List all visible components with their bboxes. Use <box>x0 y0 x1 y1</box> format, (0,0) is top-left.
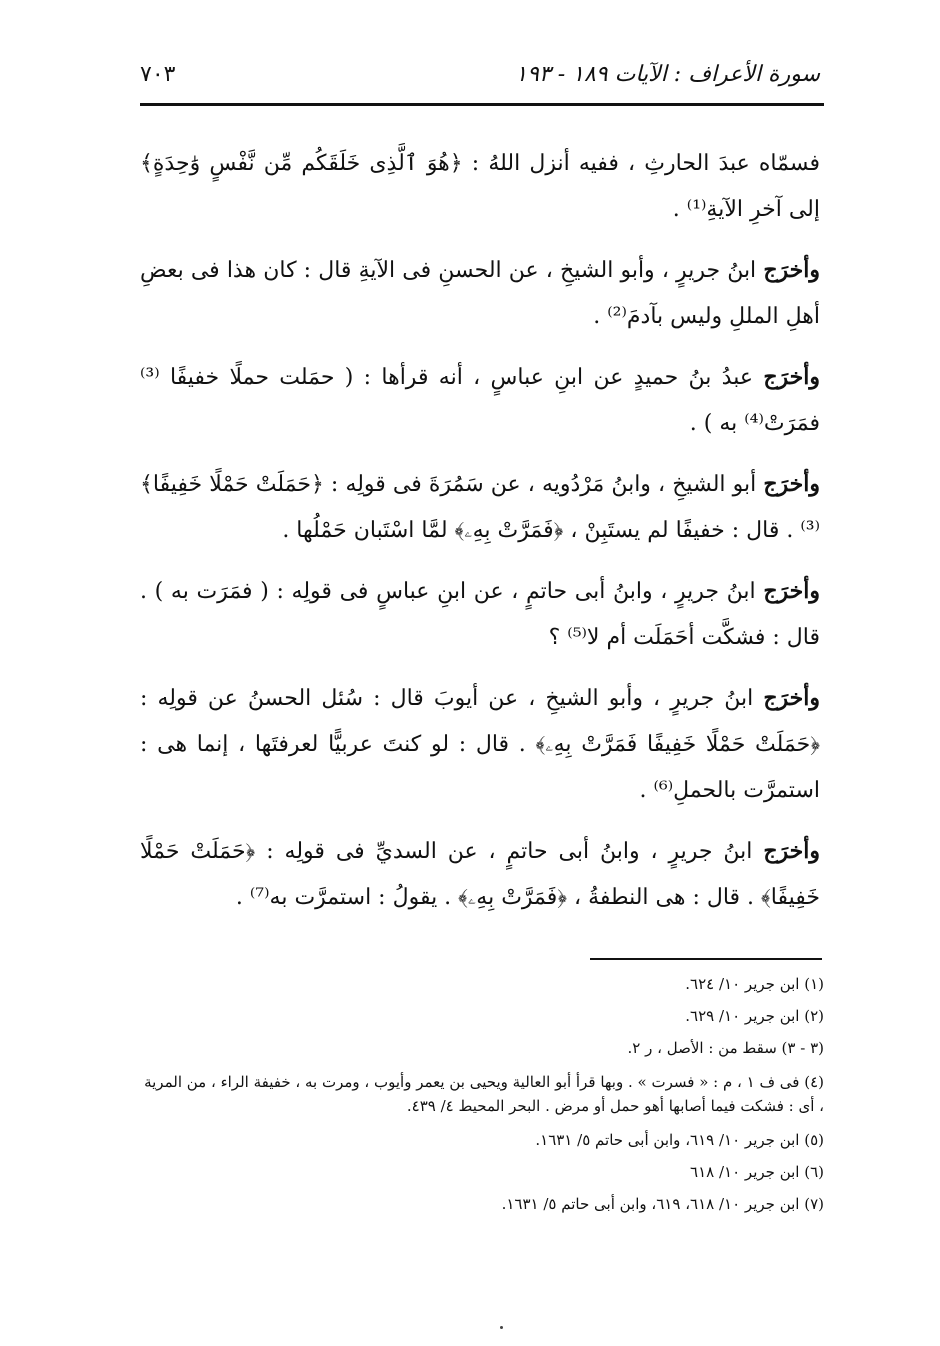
header-rule <box>140 103 824 106</box>
footnote: (٣ - ٣) سقط من : الأصل ، ر ٢. <box>627 1039 824 1057</box>
paragraph-lead: وأخرَج <box>763 838 820 864</box>
paragraph <box>140 247 820 340</box>
footnote: (٥) ابن جرير ١٠/ ٦١٩، وابن أبى حاتم ٥/ ١٦٣١. <box>535 1131 824 1149</box>
paragraph-text: ابنُ جريرٍ ، وأبو الشيخِ ، عن الحسنِ فى الآيةِ قال : كان هذا فى بعضِ أهلِ المللِ وليس بآدمَ⁽²⁾ . <box>140 258 820 329</box>
footnotes <box>140 968 824 1220</box>
paragraph-text: ابنُ جريرٍ ، وابنُ أبى حاتمٍ ، عن السديِّ فى قولِه : ﴿حَمَلَتْ حَمْلًا خَفِيفًا﴾ . قال : هى النطفةُ ، ﴿فَمَرَّتْ بِهِۦ﴾ . يقولُ : استمرَّت به⁽⁷⁾ . <box>140 839 820 910</box>
paragraph <box>140 568 820 661</box>
page-number: ٧٠٣ <box>140 62 176 87</box>
footnote: (٢) ابن جرير ١٠/ ٦٢٩. <box>685 1007 824 1025</box>
paragraph-lead: وأخرَج <box>763 578 820 604</box>
footnote: (١) ابن جرير ١٠/ ٦٢٤. <box>685 975 824 993</box>
header-title: سورة الأعراف : الآيات ١٨٩ - ١٩٣ <box>515 62 820 87</box>
footnote: (٤) فى ف ١ ، م : « فسرت » . وبها قرأ أبو العالية ويحيى بن يعمر وأيوب ، ومرت به ، خفيفة الراء ، من المرية ، أى : فشكت فيما أصابها أهو حمل أو مرض . البحر المحيط ٤/ ٤٣٩. <box>144 1073 824 1115</box>
scan-speck <box>500 1326 503 1329</box>
paragraph <box>140 828 820 921</box>
paragraph-text: عبدُ بنُ حميدٍ عن ابنِ عباسٍ ، أنه قرأها : ( حمَلت حملًا خفيفًا ⁽³⁾ فمَرَتْ⁽⁴⁾ به ) . <box>140 365 820 436</box>
paragraph-lead: وأخرَج <box>763 685 820 711</box>
paragraph: فسمّاه عبدَ الحارثِ ، ففيه أنزل اللهُ : ﴿هُوَ ٱلَّذِى خَلَقَكُم مِّن نَّفْسٍ وَٰحِدَةٍ﴾ إلى آخرِ الآيةِ⁽¹⁾ . <box>140 151 820 222</box>
footnote-separator <box>590 958 822 960</box>
paragraph-text: أبو الشيخِ ، وابنُ مَرْدُويه ، عن سَمُرَةَ فى قولِه : ﴿حَمَلَتْ حَمْلًا خَفِيفًا﴾ ⁽³⁾ . قال : خفيفًا لم يستَبِنْ ، ﴿فَمَرَّتْ بِهِۦ﴾ لمَّا اسْتَبان حَمْلُها . <box>140 472 820 543</box>
paragraph-lead: وأخرَج <box>763 257 820 283</box>
main-text <box>140 140 820 935</box>
paragraph-lead: وأخرَج <box>763 364 820 390</box>
paragraph <box>140 354 820 447</box>
paragraph-text: ابنُ جريرٍ ، وأبو الشيخِ ، عن أيوبَ قال : سُئل الحسنُ عن قولِه : ﴿حَمَلَتْ حَمْلًا خَفِيفًا فَمَرَّتْ بِهِۦ﴾ . قال : لو كنتَ عربيًّا لعرفتَها ، إنما هى : استمرَّت بالحملِ⁽⁶⁾ . <box>140 686 820 803</box>
running-header <box>140 56 820 96</box>
paragraph <box>140 461 820 554</box>
paragraph <box>140 675 820 814</box>
footnote: (٦) ابن جرير ١٠/ ٦١٨ <box>690 1163 824 1181</box>
footnote: (٧) ابن جرير ١٠/ ٦١٨، ٦١٩، وابن أبى حاتم ٥/ ١٦٣١. <box>501 1195 824 1213</box>
paragraph-lead: وأخرَج <box>763 471 820 497</box>
paragraph-text: ابنُ جريرٍ ، وابنُ أبى حاتمٍ ، عن ابنِ عباسٍ فى قولِه : ( فمَرَت به ) . قال : فشكَّت أحَمَلَت أم لا⁽⁵⁾ ؟ <box>140 579 820 650</box>
